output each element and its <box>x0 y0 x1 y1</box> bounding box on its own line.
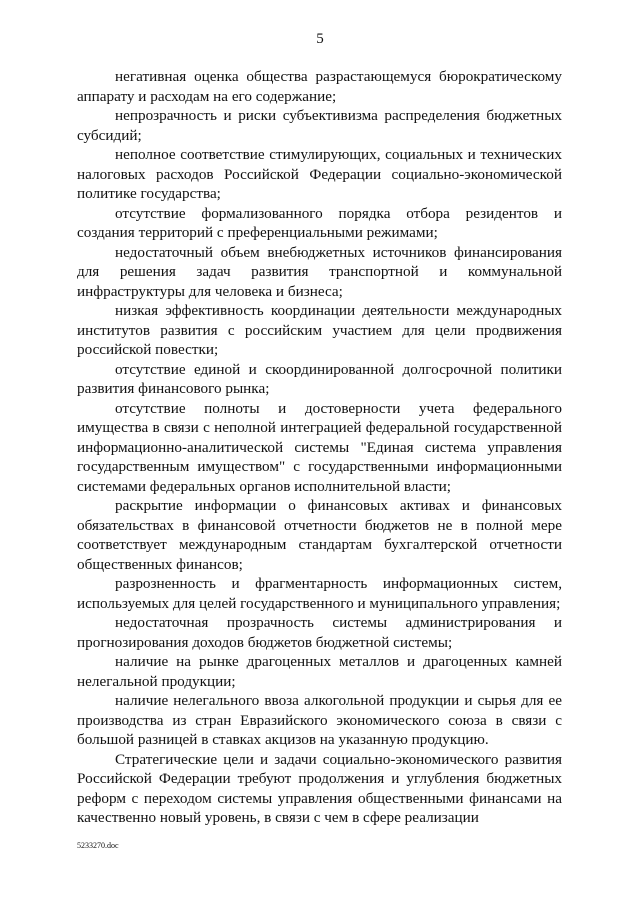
paragraph-9: раскрытие информации о финансовых активах и финансовых обязательствах в финансовой отчетности бюджетов не в полной мере соответствует международным стандартам бухгалтерской отчетности общественных финансов; <box>77 497 562 573</box>
body-text <box>77 67 562 828</box>
paragraph-6: низкая эффективность координации деятельности международных институтов развития с российским участием для цели продвижения российской повестки; <box>77 302 562 358</box>
paragraph-10: разрозненность и фрагментарность информационных систем, используемых для целей государственного и муниципального управления; <box>77 575 562 612</box>
paragraph-2: непрозрачность и риски субъективизма распределения бюджетных субсидий; <box>77 107 562 144</box>
paragraph-8: отсутствие полноты и достоверности учета федерального имущества в связи с неполной интеграцией федеральной государственной информационно-аналитической системы "Единая система управления государственным имуществом" с государственными информационными системами федеральных органов исполнительной власти; <box>77 399 562 495</box>
paragraph-7: отсутствие единой и скоординированной долгосрочной политики развития финансового рынка; <box>77 360 562 397</box>
paragraph-12: наличие на рынке драгоценных металлов и драгоценных камней нелегальной продукции; <box>77 653 562 690</box>
paragraph-3: неполное соответствие стимулирующих, социальных и технических налоговых расходов Российской Федерации социально-экономической политике государства; <box>77 146 562 202</box>
page-number: 5 <box>316 31 324 47</box>
paragraph-14: Стратегические цели и задачи социально-экономического развития Российской Федерации требуют продолжения и углубления бюджетных реформ с переходом системы управления общественными финансами на качественно новый уровень, в связи с чем в сфере реализации <box>77 750 562 826</box>
footer-filename: 5233270.doc <box>77 841 119 850</box>
paragraph-4: отсутствие формализованного порядка отбора резидентов и создания территорий с преференциальными режимами; <box>77 204 562 241</box>
paragraph-13: наличие нелегального ввоза алкогольной продукции и сырья для ее производства из стран Евразийского экономического союза в связи с большой разницей в ставках акцизов на указанную продукцию. <box>77 692 562 748</box>
paragraph-1: негативная оценка общества разрастающемуся бюрократическому аппарату и расходам на его содержание; <box>77 68 562 105</box>
paragraph-5: недостаточный объем внебюджетных источников финансирования для решения задач развития транспортной и коммунальной инфраструктуры для человека и бизнеса; <box>77 243 562 300</box>
paragraph-11: недостаточная прозрачность системы администрирования и прогнозирования доходов бюджетов бюджетной системы; <box>77 614 562 651</box>
